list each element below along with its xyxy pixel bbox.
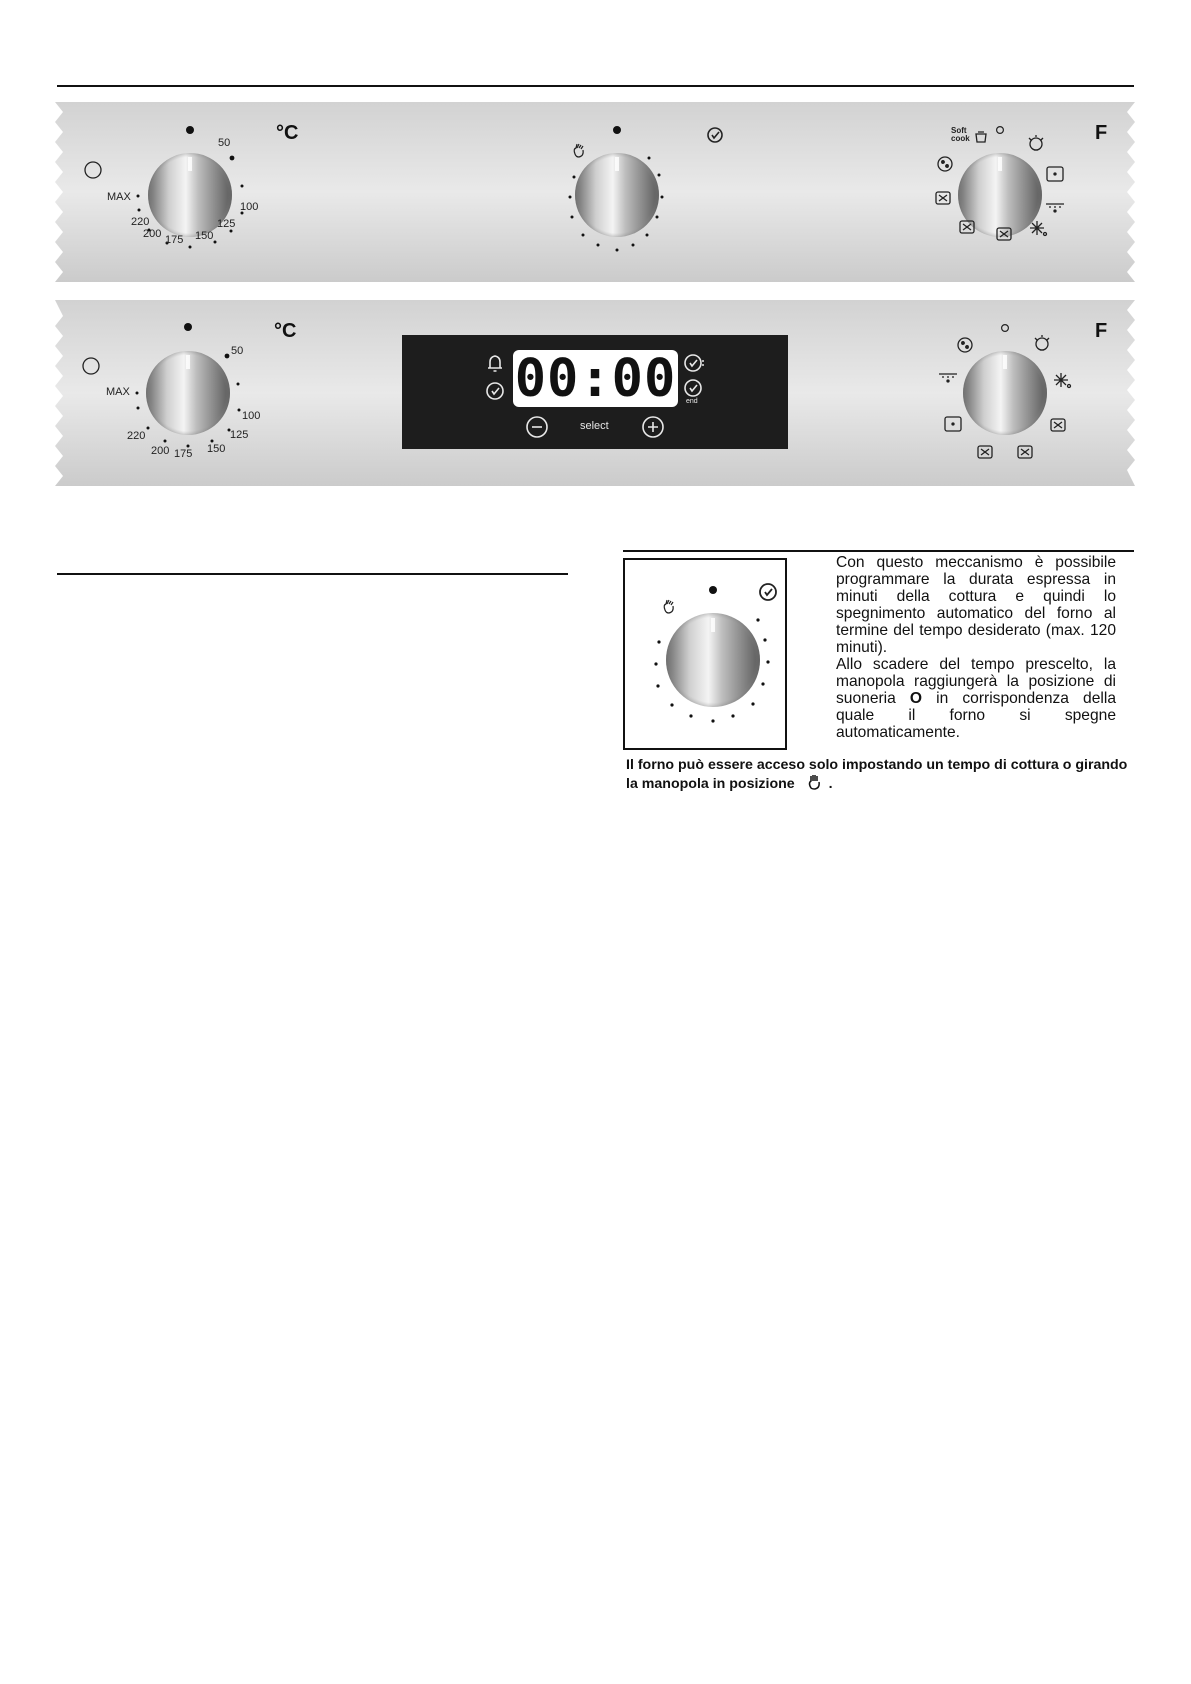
timer-description [836,554,1116,741]
celsius-unit: °C [274,320,297,342]
clock-icon [487,383,503,399]
minus-icon[interactable] [527,417,547,437]
hand-icon [664,600,673,613]
celsius-unit: °C [276,122,299,144]
scale-dot [189,246,192,249]
timer-note: Il forno può essere acceso solo impostando un tempo di cottura o girando la manopola in posizione . [626,757,1128,792]
temp-label-125: 125 [217,218,236,230]
scale-dot [230,156,235,161]
temp-label-150: 150 [207,443,226,455]
temp-label-50: 50 [231,345,244,357]
select-button-label[interactable]: select [580,420,609,432]
paragraph-2: Allo scadere del tempo prescelto, la manopola raggiungerà la posizione di suoneria O in corrispondenza della quale il forno si spegne automaticamente. [836,656,1116,741]
soft-cook-label: Soft cook [951,126,970,143]
timer-figure-drawing [625,560,785,748]
temp-label-220: 220 [127,430,146,442]
off-dot [186,126,194,134]
off-dot [184,323,192,331]
scale-dot [137,195,140,198]
temp-label-200: 200 [151,445,170,457]
timer-start-dot [709,586,717,594]
temp-label-200: 200 [143,228,162,240]
control-panel-top [55,102,1135,282]
temp-label-125: 125 [230,429,249,441]
function-selector-knob[interactable] [963,351,1047,435]
paragraph-1: Con questo meccanismo è possibile programmare la durata espressa in minuti della cottura e quindi lo spegnimento automatico del forno al termine del tempo desiderato (max. 120 minuti). [836,554,1116,656]
temp-label-100: 100 [242,410,261,422]
timer-knob[interactable] [666,613,760,707]
scale-dot [138,209,141,212]
bell-icon [488,356,502,371]
temp-label-100: 100 [240,201,259,213]
thermostat-knob[interactable] [146,351,230,435]
hand-icon [807,774,823,790]
temp-label-220: 220 [131,216,150,228]
function-unit: F [1095,320,1108,342]
end-label: end [686,398,698,405]
temp-label-max: MAX [106,386,130,398]
temp-label-175: 175 [174,448,193,460]
panel-top-background [55,102,1135,282]
lcd-screen [513,350,678,407]
plus-icon[interactable] [643,417,663,437]
clock-icon [760,584,776,600]
scale-dot [214,241,217,244]
temp-label-175: 175 [165,234,184,246]
temp-label-max: MAX [107,191,131,203]
right-section-rule [623,550,1134,552]
function-unit: F [1095,122,1108,144]
programmer-display [402,335,788,449]
left-section-rule [57,573,568,575]
timer-knob[interactable] [575,153,659,237]
scale-dot [241,185,244,188]
duration-icon [685,355,704,371]
time-readout: 00:00 [514,348,677,409]
temp-label-150: 150 [195,230,214,242]
top-rule [57,85,1134,87]
timer-figure [623,558,787,750]
temp-label-50: 50 [218,137,231,149]
end-icon [685,380,701,396]
timer-start-dot [613,126,621,134]
bell-position-letter: O [909,690,923,707]
